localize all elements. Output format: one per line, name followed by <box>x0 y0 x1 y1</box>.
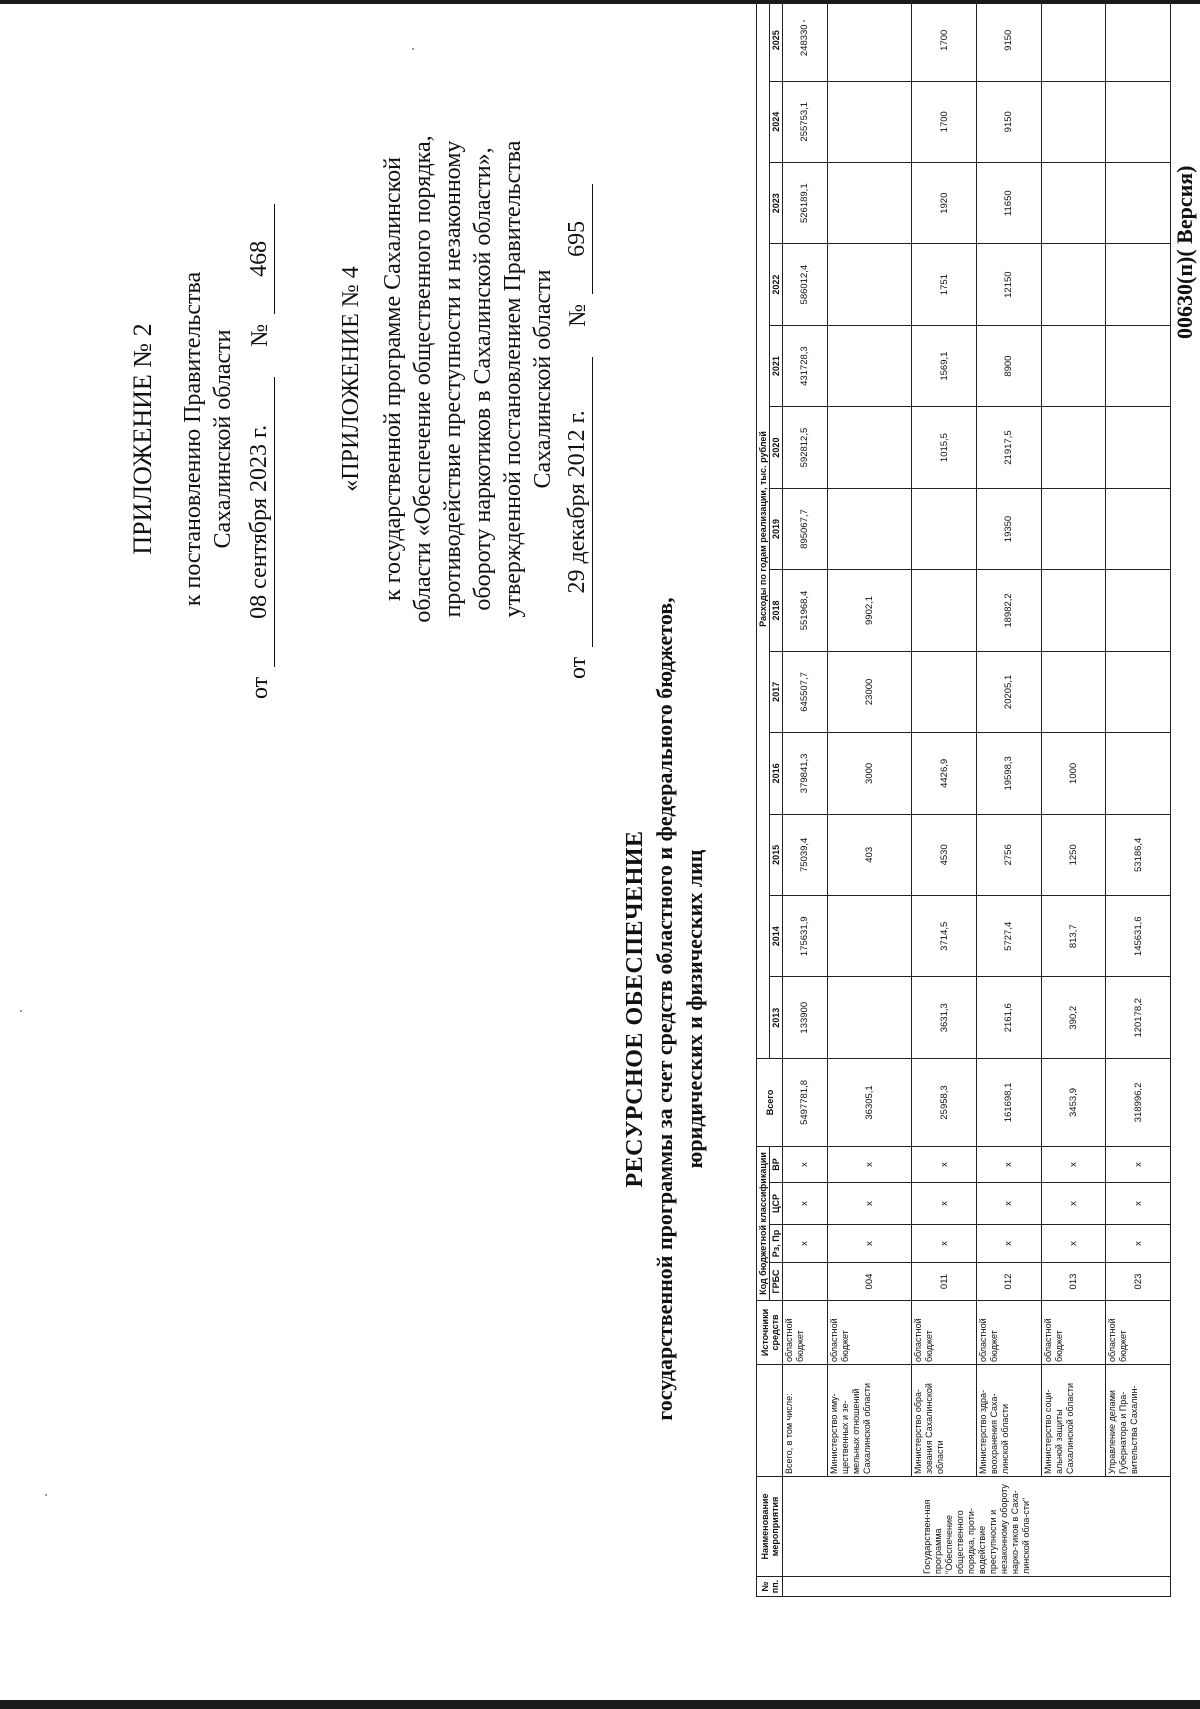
cell-year-value: 1569,1 <box>912 325 977 406</box>
cell-year-value: 9902,1 <box>827 570 911 651</box>
appendix-4-block <box>336 79 593 679</box>
cell-year-value: 586012,4 <box>783 244 828 325</box>
cell-year-value: 379841,3 <box>783 733 828 814</box>
cell-source: областной бюджет <box>783 1301 828 1365</box>
version-stamp: 00630(п)( Версия) <box>1172 165 1197 339</box>
cell-grbs: 012 <box>976 1263 1041 1301</box>
cell-year-value: 8900 <box>976 325 1041 406</box>
cell-year-value: 551968,4 <box>783 570 828 651</box>
cell-year-value <box>827 488 911 569</box>
cell-year-value <box>1106 0 1171 81</box>
cell-year-value: 145631,6 <box>1106 896 1171 977</box>
cell-year-value <box>1106 325 1171 406</box>
header-year: 2015 <box>770 814 783 895</box>
header-year: 2016 <box>770 733 783 814</box>
resource-table-wrapper <box>756 0 1171 1597</box>
appendix-2-number: 468 <box>244 204 275 314</box>
header-source: Источники средств <box>757 1301 783 1365</box>
cell-year-value <box>912 570 977 651</box>
cell-grbs: 013 <box>1041 1263 1106 1301</box>
header-grbs: ГРБС <box>770 1263 783 1301</box>
appendix-4-line-6: Сахалинской области <box>530 269 556 489</box>
header-vr: ВР <box>770 1146 783 1182</box>
cell-year-value <box>1041 325 1106 406</box>
table-body <box>783 0 1171 1597</box>
cell-grbs <box>783 1263 828 1301</box>
appendix-4-line-3: противодействие преступности и незаконному <box>440 140 466 618</box>
cell-year-value <box>827 325 911 406</box>
appendix-2-date: 08 сентября 2023 г. <box>244 377 275 667</box>
cell-year-value <box>827 977 911 1058</box>
cell-grbs: 004 <box>827 1263 911 1301</box>
header-year: 2022 <box>770 244 783 325</box>
header-year: 2014 <box>770 896 783 977</box>
cell-year-value: 1700 <box>912 0 977 81</box>
table-row <box>827 0 911 1597</box>
table-header-row-1 <box>757 0 770 1597</box>
document-heading <box>620 509 710 1509</box>
cell-year-value: 431728,3 <box>783 325 828 406</box>
cell-year-value: 4426,9 <box>912 733 977 814</box>
appendix-4-no-label: № <box>565 303 591 327</box>
cell-year-value <box>912 488 977 569</box>
heading-sub-1: государственной программы за счет средств областного и федерального бюджетов, <box>652 597 677 1421</box>
header-year: 2018 <box>770 570 783 651</box>
cell-year-value <box>1106 651 1171 732</box>
cell-year-value: 21917,5 <box>976 407 1041 488</box>
cell-year-value <box>1041 162 1106 243</box>
cell-total: 3453,9 <box>1041 1058 1106 1146</box>
cell-subprogram-name: Министерство здра-воохранения Саха-линской области <box>976 1365 1041 1477</box>
cell-program-name: Государствен-ная программа "Обеспечение общественного порядка, проти-водействие преступности и незаконному обороту нарко-тиков в Саха-линской обла-сти" <box>783 1477 1171 1577</box>
cell-year-value <box>827 244 911 325</box>
header-code: Код бюджетной классификации <box>757 1146 770 1300</box>
cell-year-value: 895067,7 <box>783 488 828 569</box>
cell-year-value <box>1106 81 1171 162</box>
cell-year-value: 3714,5 <box>912 896 977 977</box>
appendix-2-date-row <box>244 179 275 699</box>
cell-rz: x <box>827 1225 911 1263</box>
cell-rz: x <box>783 1225 828 1263</box>
scan-speck <box>45 1494 47 1496</box>
cell-year-value <box>1041 407 1106 488</box>
cell-total: 161698,1 <box>976 1058 1041 1146</box>
scan-speck <box>20 1010 22 1012</box>
cell-year-value: 526189,1 <box>783 162 828 243</box>
cell-year-value: 1000 <box>1041 733 1106 814</box>
cell-year-value: 390,2 <box>1041 977 1106 1058</box>
cell-year-value <box>827 81 911 162</box>
cell-csr: x <box>783 1183 828 1225</box>
header-name: Наименование мероприятия <box>757 1477 783 1577</box>
cell-rz: x <box>1106 1225 1171 1263</box>
header-no: № пп. <box>757 1577 783 1597</box>
appendix-4-line-4: обороту наркотиков в Сахалинской области», <box>470 147 496 611</box>
cell-year-value: 12150 <box>976 244 1041 325</box>
cell-vr: x <box>912 1146 977 1182</box>
header-csr: ЦСР <box>770 1183 783 1225</box>
cell-year-value: 1751 <box>912 244 977 325</box>
cell-year-value: 175631,9 <box>783 896 828 977</box>
cell-year-value <box>1041 488 1106 569</box>
appendix-4-date-row <box>562 79 593 679</box>
cell-year-value <box>1106 488 1171 569</box>
cell-year-value <box>827 0 911 81</box>
header-year: 2020 <box>770 407 783 488</box>
cell-year-value: 19350 <box>976 488 1041 569</box>
cell-csr: x <box>976 1183 1041 1225</box>
header-year: 2017 <box>770 651 783 732</box>
cell-total: 5497781,8 <box>783 1058 828 1146</box>
cell-year-value: 2756 <box>976 814 1041 895</box>
cell-year-value: 813,7 <box>1041 896 1106 977</box>
cell-year-value: 4530 <box>912 814 977 895</box>
scan-speck <box>803 20 805 22</box>
cell-year-value <box>827 162 911 243</box>
cell-year-value: 645507,7 <box>783 651 828 732</box>
appendix-2-from-label: от <box>247 676 273 699</box>
cell-rz: x <box>912 1225 977 1263</box>
cell-year-value <box>827 896 911 977</box>
appendix-4-from-label: от <box>565 656 591 679</box>
cell-csr: x <box>912 1183 977 1225</box>
header-year: 2013 <box>770 977 783 1058</box>
cell-year-value <box>827 407 911 488</box>
table-row <box>1041 0 1106 1597</box>
appendix-4-title: «ПРИЛОЖЕНИЕ № 4 <box>338 266 364 492</box>
cell-year-value <box>1106 733 1171 814</box>
cell-vr: x <box>1041 1146 1106 1182</box>
table-row <box>912 0 977 1597</box>
cell-source: областной бюджет <box>827 1301 911 1365</box>
appendix-4-number: 695 <box>562 184 593 294</box>
appendix-2-line-1: к постановлению Правительства <box>180 271 206 607</box>
cell-year-value: 9150 <box>976 81 1041 162</box>
cell-year-value: 255753,1 <box>783 81 828 162</box>
cell-source: областной бюджет <box>976 1301 1041 1365</box>
cell-year-value: 9150 <box>976 0 1041 81</box>
cell-vr: x <box>1106 1146 1171 1182</box>
cell-year-value: 5727,4 <box>976 896 1041 977</box>
cell-subprogram-name: Управление делами Губернатора и Пра-вительства Сахалин- <box>1106 1365 1171 1477</box>
cell-csr: x <box>827 1183 911 1225</box>
cell-year-value: 18982,2 <box>976 570 1041 651</box>
table-row <box>976 0 1041 1597</box>
cell-year-value: 23000 <box>827 651 911 732</box>
appendix-4-line-1: к государственной программе Сахалинской <box>380 157 406 601</box>
appendix-4-line-5: утвержденной постановлением Правительства <box>500 140 526 618</box>
cell-vr: x <box>976 1146 1041 1182</box>
cell-csr: x <box>1041 1183 1106 1225</box>
cell-year-value: 248330 <box>783 0 828 81</box>
cell-subprogram-name: Всего, в том числе: <box>783 1365 828 1477</box>
cell-year-value: 1015,5 <box>912 407 977 488</box>
cell-year-value <box>1106 570 1171 651</box>
appendix-4-date: 29 декабря 2012 г. <box>562 357 593 647</box>
header-year: 2021 <box>770 325 783 406</box>
cell-year-value <box>912 651 977 732</box>
cell-year-value <box>1041 651 1106 732</box>
appendix-2-title: ПРИЛОЖЕНИЕ № 2 <box>128 323 157 555</box>
heading-main: РЕСУРСНОЕ ОБЕСПЕЧЕНИЕ <box>622 830 648 1188</box>
cell-vr: x <box>783 1146 828 1182</box>
cell-year-value: 3000 <box>827 733 911 814</box>
header-year: 2025 <box>770 0 783 81</box>
cell-year-value <box>1041 81 1106 162</box>
cell-year-value <box>1041 570 1106 651</box>
heading-sub-2: юридических и физических лиц <box>682 849 707 1169</box>
cell-no <box>783 1577 1171 1597</box>
cell-rz: x <box>1041 1225 1106 1263</box>
cell-total: 318996,2 <box>1106 1058 1171 1146</box>
cell-source: областной бюджет <box>1041 1301 1106 1365</box>
cell-year-value: 19598,3 <box>976 733 1041 814</box>
cell-vr: x <box>827 1146 911 1182</box>
header-rz: Рз, Пр <box>770 1225 783 1263</box>
cell-year-value <box>1106 407 1171 488</box>
cell-year-value: 75039,4 <box>783 814 828 895</box>
cell-grbs: 023 <box>1106 1263 1171 1301</box>
cell-subprogram-name: Министерство соци-альной защиты Сахалинской области <box>1041 1365 1106 1477</box>
cell-year-value: 1920 <box>912 162 977 243</box>
cell-year-value: 133900 <box>783 977 828 1058</box>
cell-subprogram-name: Министерство иму-щественных и зе-мельных отношений Сахалинской области <box>827 1365 911 1477</box>
appendix-4-line-2: области «Обеспечение общественного порядка, <box>410 135 436 623</box>
cell-year-value: 2161,6 <box>976 977 1041 1058</box>
cell-year-value: 120178,2 <box>1106 977 1171 1058</box>
scan-speck <box>412 48 414 50</box>
header-year: 2024 <box>770 81 783 162</box>
header-total: Всего <box>757 1058 783 1146</box>
cell-subprogram-name: Министерство обра-зования Сахалинской области <box>912 1365 977 1477</box>
cell-year-value: 592812,5 <box>783 407 828 488</box>
cell-source: областной бюджет <box>912 1301 977 1365</box>
cell-total: 36305,1 <box>827 1058 911 1146</box>
cell-year-value <box>1106 244 1171 325</box>
cell-year-value: 20205,1 <box>976 651 1041 732</box>
cell-year-value <box>1041 244 1106 325</box>
resource-table <box>756 0 1171 1597</box>
cell-year-value <box>1041 0 1106 81</box>
cell-year-value: 403 <box>827 814 911 895</box>
cell-source: областной бюджет <box>1106 1301 1171 1365</box>
table-row <box>783 0 828 1597</box>
cell-year-value: 11650 <box>976 162 1041 243</box>
header-year: 2019 <box>770 488 783 569</box>
cell-year-value: 3631,3 <box>912 977 977 1058</box>
cell-year-value: 1250 <box>1041 814 1106 895</box>
cell-total: 25958,3 <box>912 1058 977 1146</box>
cell-grbs: 011 <box>912 1263 977 1301</box>
appendix-2-block <box>128 179 275 699</box>
appendix-2-no-label: № <box>247 323 273 347</box>
cell-year-value <box>1106 162 1171 243</box>
table-row <box>1106 0 1171 1597</box>
header-spending: Расходы по годам реализации, тыс. рублей <box>757 0 770 1058</box>
cell-year-value: 53186,4 <box>1106 814 1171 895</box>
appendix-2-line-2: Сахалинской области <box>210 329 236 549</box>
cell-csr: x <box>1106 1183 1171 1225</box>
cell-year-value: 1700 <box>912 81 977 162</box>
header-sub-name <box>757 1365 783 1477</box>
cell-rz: x <box>976 1225 1041 1263</box>
header-year: 2023 <box>770 162 783 243</box>
